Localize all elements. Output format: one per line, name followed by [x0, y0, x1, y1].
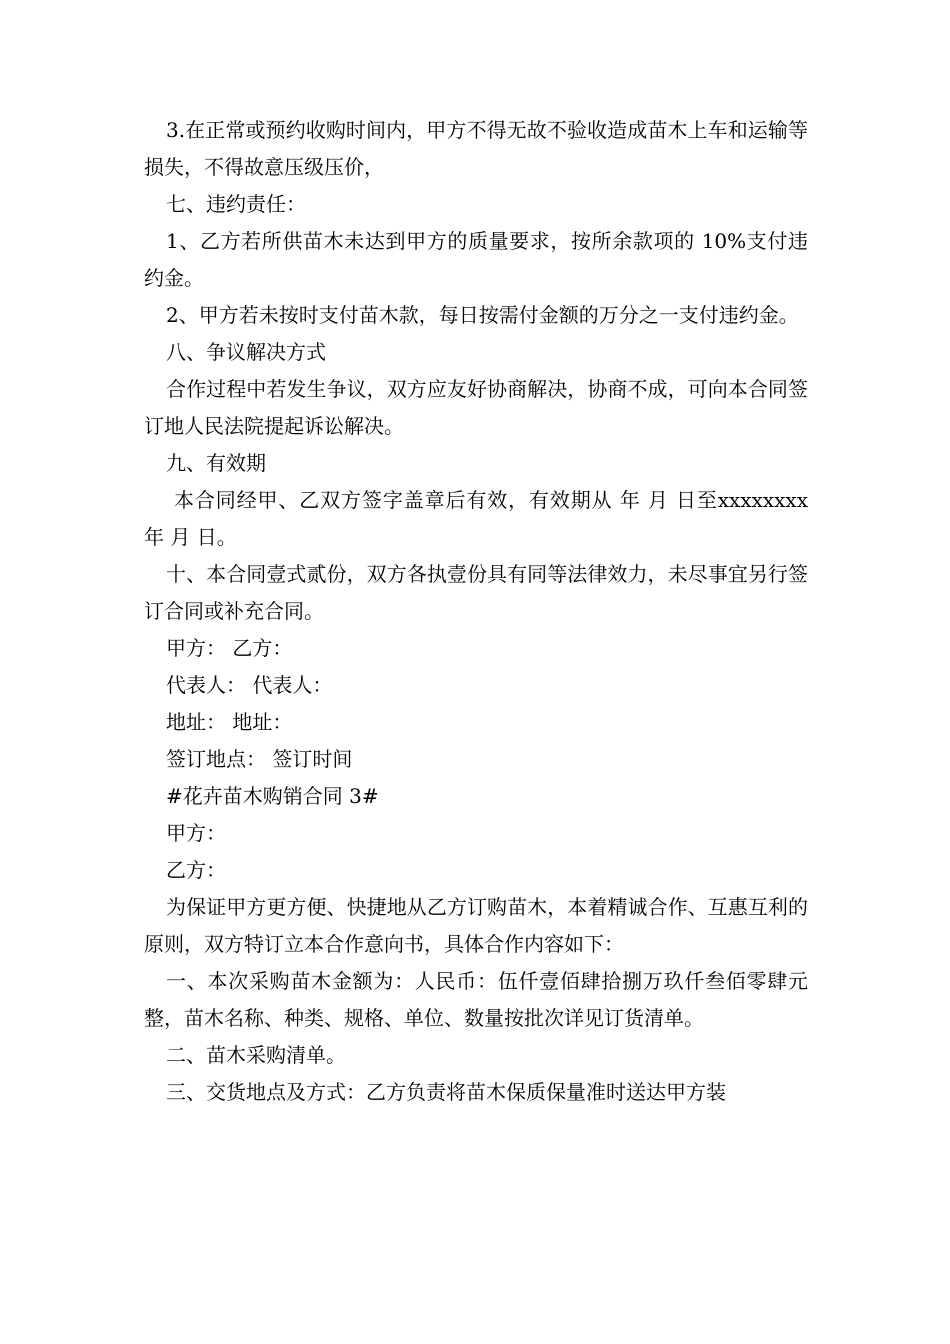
clause-7-1: 1、乙方若所供苗木未达到甲方的质量要求，按所余款项的 10%支付违约金。: [144, 229, 808, 290]
sign-address: 地址： 地址：: [166, 710, 293, 734]
party-a-line: 甲方：: [166, 821, 226, 845]
party-b-line: 乙方：: [166, 858, 226, 882]
clause-8-text: 合作过程中若发生争议，双方应友好协商解决，协商不成，可向本合同签订地人民法院提起诉讼解决。: [144, 377, 808, 438]
clause-9-text: 本合同经甲、乙双方签字盖章后有效，有效期从 年 月 日至xxxxxxxx 年 月 日。: [144, 488, 808, 549]
contract-3-title: #花卉苗木购销合同 3#: [166, 784, 379, 808]
clause-1-amount: 一、本次采购苗木金额为：人民币：伍仟壹佰肆拾捌万玖仟叁佰零肆元整，苗木名称、种类、规格、单位、数量按批次详见订货清单。: [144, 969, 808, 1030]
clause-3-delivery: 三、交货地点及方式：乙方负责将苗木保质保量准时送达甲方装: [166, 1080, 726, 1104]
clause-10-text: 十、本合同壹式贰份，双方各执壹份具有同等法律效力，未尽事宜另行签订合同或补充合同。: [144, 562, 808, 623]
sign-place-time: 签订地点： 签订时间: [166, 747, 353, 771]
heading-8-dispute: 八、争议解决方式: [166, 340, 326, 364]
clause-7-2: 2、甲方若未按时支付苗木款，每日按需付金额的万分之一支付违约金。: [166, 303, 799, 327]
clause-6-3: 3.在正常或预约收购时间内，甲方不得无故不验收造成苗木上车和运输等损失，不得故意压级压价，: [144, 118, 808, 179]
clause-2-list: 二、苗木采购清单。: [166, 1043, 346, 1067]
heading-9-validity: 九、有效期: [166, 451, 266, 475]
heading-7-breach: 七、违约责任：: [166, 192, 306, 216]
intro-paragraph: 为保证甲方更方便、快捷地从乙方订购苗木，本着精诚合作、互惠互利的原则，双方特订立本合作意向书，具体合作内容如下：: [144, 895, 808, 956]
document-page: [144, 112, 808, 1111]
sign-representative: 代表人： 代表人：: [166, 673, 333, 697]
sign-party-a-b: 甲方： 乙方：: [166, 636, 293, 660]
